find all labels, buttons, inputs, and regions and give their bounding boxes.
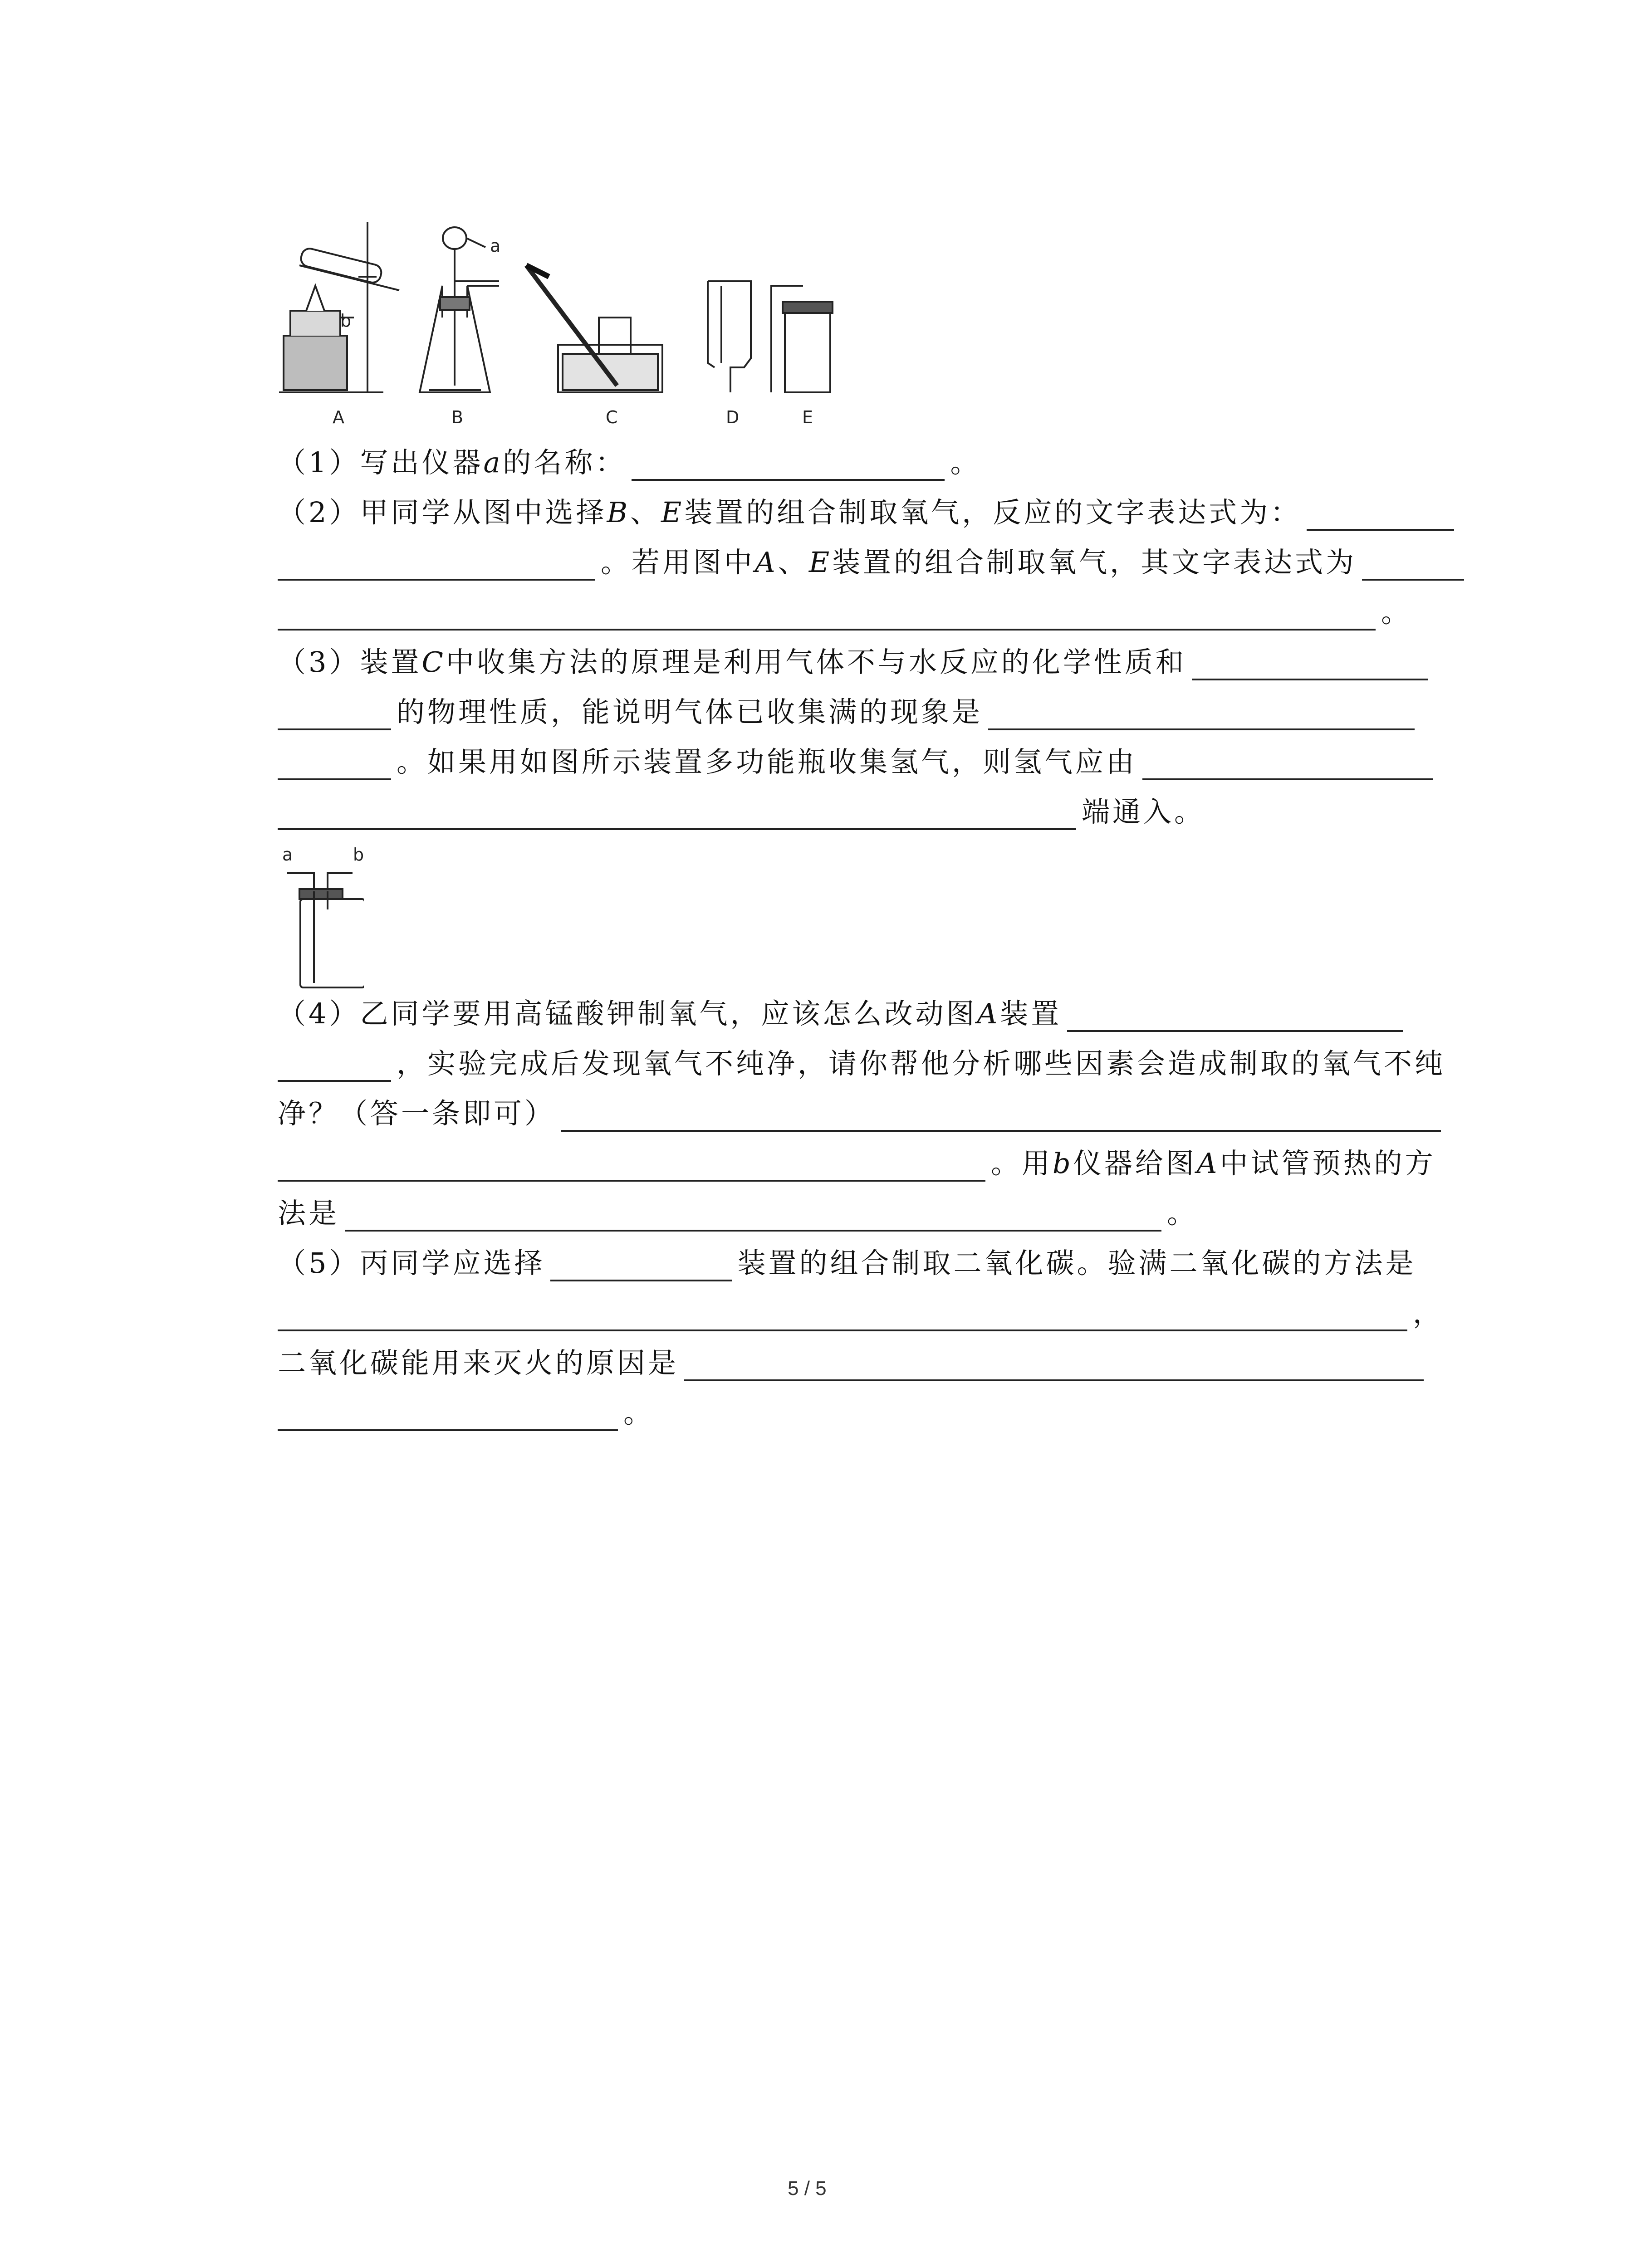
q5-answer-blank-2[interactable] bbox=[278, 1302, 1407, 1331]
multi-function-bottle-figure bbox=[278, 864, 364, 991]
question-3-line-3 bbox=[278, 744, 1438, 780]
bottle-label-a: a bbox=[282, 845, 293, 865]
q1-prefix: （1）写出仪器 bbox=[278, 446, 484, 479]
question-4-line-1 bbox=[278, 996, 1408, 1032]
q3-var-c: C bbox=[421, 645, 446, 679]
q2-answer-blank-2[interactable] bbox=[278, 552, 595, 581]
q2-l2-sep: 、 bbox=[778, 546, 809, 579]
q4-l2-text: ，实验完成后发现氧气不纯净，请你帮他分析哪些因素会造成制取的氧气不纯 bbox=[397, 1047, 1446, 1080]
q4-answer-blank-1[interactable] bbox=[1067, 1003, 1403, 1032]
q2-l2-rest: 装置的组合制取氧气，其文字表达式为 bbox=[832, 546, 1357, 579]
figure-label-d-apparatus: D bbox=[726, 407, 740, 427]
q4-l4-pre: 。用 bbox=[991, 1147, 1053, 1180]
q5-l2-end: ， bbox=[1413, 1296, 1444, 1330]
q4-var-a: A bbox=[977, 997, 1000, 1030]
q3-answer-blank-1[interactable] bbox=[1192, 651, 1428, 680]
figure-label-e-apparatus: E bbox=[802, 407, 813, 427]
q4-answer-blank-5[interactable] bbox=[345, 1202, 1161, 1232]
q2-rest: 装置的组合制取氧气，反应的文字表达式为： bbox=[684, 496, 1302, 529]
question-4-line-5 bbox=[278, 1195, 1198, 1232]
question-5-line-1 bbox=[278, 1245, 1416, 1281]
q4-prefix: （4）乙同学要用高锰酸钾制氧气，应该怎么改动图 bbox=[278, 997, 977, 1030]
q2-var-b: B bbox=[607, 496, 631, 529]
question-4-line-2 bbox=[278, 1046, 1445, 1082]
q4-rest: 装置 bbox=[1000, 997, 1062, 1030]
question-5-line-4 bbox=[278, 1395, 654, 1431]
q4-l5-text: 法是 bbox=[278, 1197, 340, 1230]
q5-end: 。 bbox=[623, 1396, 655, 1429]
q2-sep: 、 bbox=[630, 496, 661, 529]
q3-answer-blank-3[interactable] bbox=[988, 701, 1415, 730]
q3-prefix: （3）装置 bbox=[278, 645, 422, 679]
q3-answer-blank-4[interactable] bbox=[278, 751, 391, 780]
question-5-line-2 bbox=[278, 1295, 1444, 1331]
q5-answer-blank-3[interactable] bbox=[684, 1352, 1424, 1381]
q3-l2-text: 的物理性质，能说明气体已收集满的现象是 bbox=[397, 695, 983, 728]
q3-l3-text: 。如果用如图所示装置多功能瓶收集氢气，则氢气应由 bbox=[397, 745, 1137, 778]
q4-answer-blank-4[interactable] bbox=[278, 1153, 985, 1182]
figure-label-b-apparatus: B bbox=[451, 407, 464, 427]
q4-l4-var-b: b bbox=[1053, 1147, 1073, 1180]
callout-a-label: a bbox=[490, 236, 501, 256]
q2-var-e: E bbox=[661, 496, 685, 529]
q2-l2-text: 。若用图中 bbox=[601, 546, 755, 579]
question-4-line-4 bbox=[278, 1145, 1436, 1182]
q2-prefix: （2）甲同学从图中选择 bbox=[278, 496, 607, 529]
q5-rest: 装置的组合制取二氧化碳。验满二氧化碳的方法是 bbox=[737, 1246, 1416, 1280]
q1-end: 。 bbox=[950, 446, 981, 479]
callout-b-label: b bbox=[340, 311, 352, 331]
q4-answer-blank-3[interactable] bbox=[561, 1103, 1441, 1132]
bottle-label-b: b bbox=[353, 845, 364, 865]
q5-answer-blank-4[interactable] bbox=[278, 1402, 618, 1431]
q2-end: 。 bbox=[1381, 596, 1412, 629]
q5-answer-blank-1[interactable] bbox=[550, 1252, 732, 1281]
q2-l2-var-a: A bbox=[755, 546, 778, 579]
question-3-line-1 bbox=[278, 644, 1433, 680]
q4-l4-rest: 中试管预热的方 bbox=[1220, 1147, 1436, 1180]
q5-prefix: （5）丙同学应选择 bbox=[278, 1246, 545, 1280]
q3-answer-blank-5[interactable] bbox=[1142, 751, 1433, 780]
apparatus-figure bbox=[272, 213, 871, 404]
question-5-line-3 bbox=[278, 1345, 1429, 1381]
q4-answer-blank-2[interactable] bbox=[278, 1053, 391, 1082]
q4-l4-mid: 仪器给图 bbox=[1073, 1147, 1197, 1180]
q3-rest: 中收集方法的原理是利用气体不与水反应的化学性质和 bbox=[446, 645, 1186, 679]
q1-mid: 的名称： bbox=[503, 446, 627, 479]
question-1 bbox=[278, 445, 981, 481]
q3-answer-blank-6[interactable] bbox=[278, 801, 1076, 830]
q4-l4-var-a: A bbox=[1196, 1147, 1220, 1180]
q3-answer-blank-2[interactable] bbox=[278, 701, 391, 730]
question-2-line-2 bbox=[278, 544, 1470, 581]
q2-answer-blank-4[interactable] bbox=[278, 601, 1376, 631]
figure-label-c-apparatus: C bbox=[606, 407, 618, 427]
question-3-line-4 bbox=[278, 794, 1205, 830]
figure-label-a-apparatus: A bbox=[333, 407, 344, 427]
question-4-line-3 bbox=[278, 1095, 1446, 1132]
page-number: 5 / 5 bbox=[788, 2177, 827, 2200]
question-2-line-3 bbox=[278, 594, 1412, 631]
q2-answer-blank-1[interactable] bbox=[1307, 502, 1454, 531]
question-2-line-1 bbox=[278, 494, 1460, 531]
q2-l2-var-e: E bbox=[808, 546, 833, 579]
q4-l3-text: 净？（答一条即可） bbox=[278, 1097, 556, 1130]
question-3-line-2 bbox=[278, 694, 1420, 730]
q4-end: 。 bbox=[1167, 1197, 1198, 1230]
q3-end: 端通入。 bbox=[1082, 795, 1205, 828]
q5-l3-text: 二氧化碳能用来灭火的原因是 bbox=[278, 1346, 679, 1379]
q1-answer-blank[interactable] bbox=[632, 452, 945, 481]
q2-answer-blank-3[interactable] bbox=[1362, 552, 1464, 581]
q1-var: a bbox=[483, 446, 503, 479]
